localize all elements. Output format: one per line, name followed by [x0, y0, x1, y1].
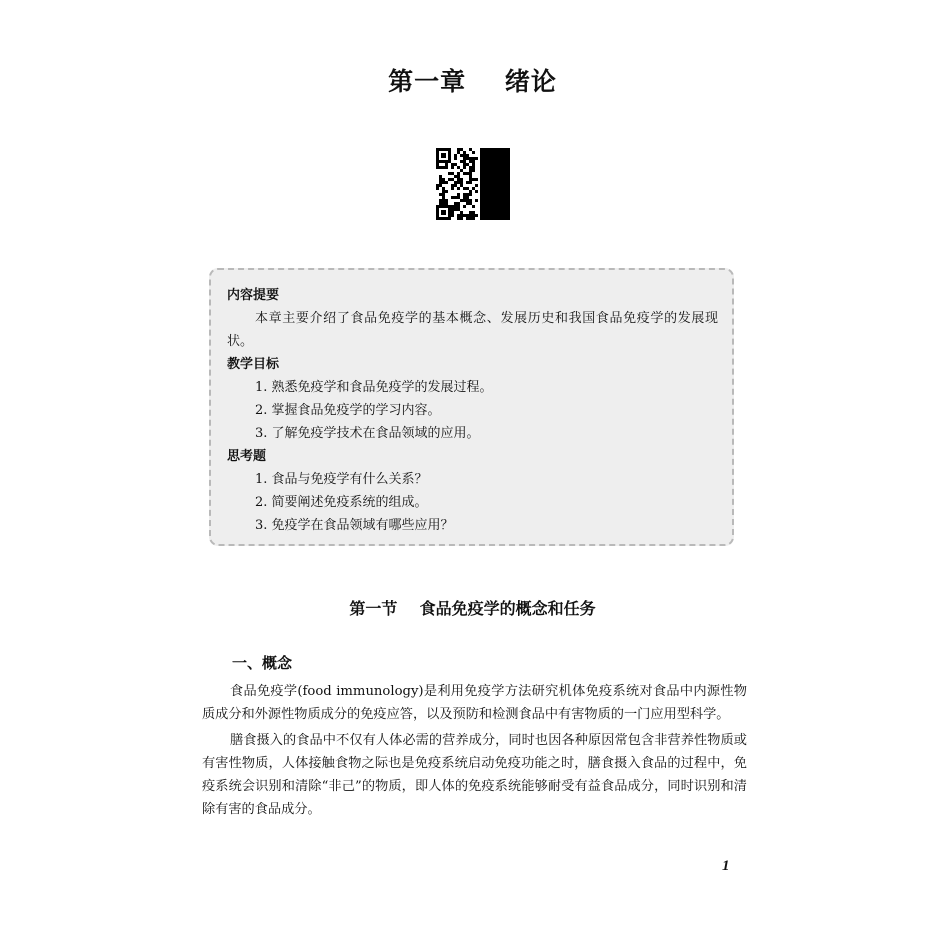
chapter-title: 第一章 绪论: [388, 67, 557, 96]
teaching-goal-item: 2. 掌握食品免疫学的学习内容。: [255, 403, 441, 418]
chapter-summary-box: [209, 268, 734, 546]
teaching-goals-heading: 教学目标: [227, 357, 280, 372]
questions-heading: 思考题: [227, 449, 267, 464]
body-paragraph: 食品免疫学(food immunology)是利用免疫学方法研究机体免疫系统对食品中内源性物质成分和外源性物质成分的免疫应答，以及预防和检测食品中有害物质的一门应用型科学。: [202, 684, 747, 722]
teaching-goal-item: 1. 熟悉免疫学和食品免疫学的发展过程。: [255, 380, 493, 395]
subsection-title: 一、概念: [232, 654, 293, 672]
content-summary-heading: 内容提要: [227, 288, 280, 303]
question-item: 3. 免疫学在食品领域有哪些应用？: [255, 518, 454, 533]
body-paragraph: 膳食摄入的食品中不仅有人体必需的营养成分，同时也因各种原因常包含非营养性物质或有害性物质，人体接触食物之际也是免疫系统启动免疫功能之时，膳食摄入食品的过程中，免疫系统会识别和清除“非己”的物质，即人体的免疫系统能够耐受有益食品成分，同时识别和清除有害的食品成分。: [202, 733, 747, 817]
teaching-goal-item: 3. 了解免疫学技术在食品领域的应用。: [255, 426, 480, 441]
page-number: 1: [722, 858, 730, 874]
body-text: [202, 680, 747, 821]
section-title: 第一节 食品免疫学的概念和任务: [349, 599, 596, 618]
summary-box-content: [227, 284, 718, 537]
qr-code-icon: [436, 148, 510, 220]
question-item: 2. 简要阐述免疫系统的组成。: [255, 495, 428, 510]
content-summary-text: 本章主要介绍了食品免疫学的基本概念、发展历史和我国食品免疫学的发展现状。: [227, 311, 718, 349]
question-item: 1. 食品与免疫学有什么关系？: [255, 472, 428, 487]
